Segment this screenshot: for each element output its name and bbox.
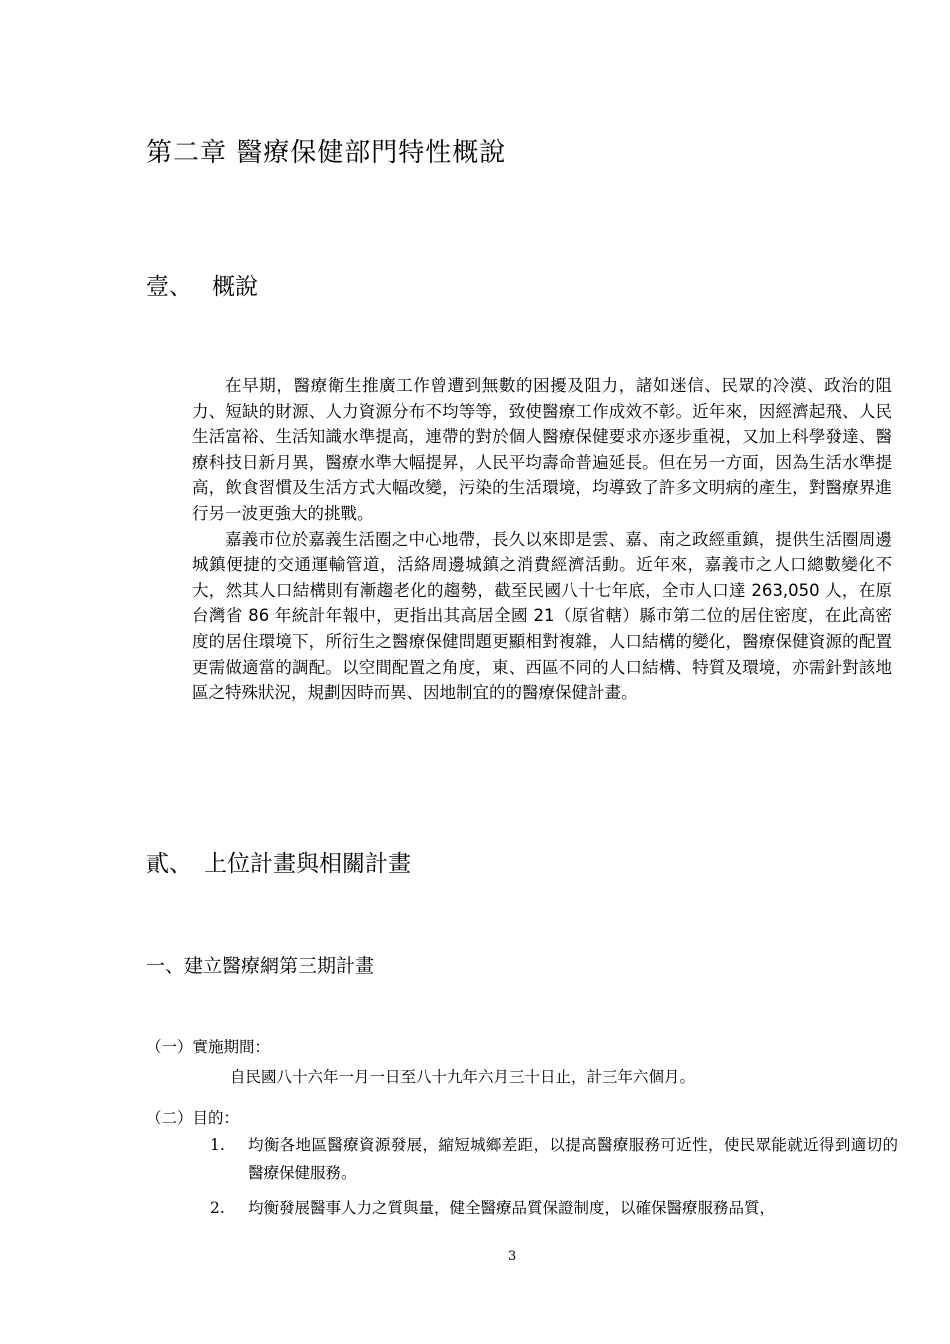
section-title: 概說	[212, 274, 258, 300]
section-heading-overview	[146, 268, 258, 301]
list-text: 均衡各地區醫療資源發展，縮短城鄉差距，以提高醫療服務可近性，使民眾能就近得到適切的醫療保健服務。	[248, 1136, 898, 1182]
chapter-title: 第二章 醫療保健部門特性概說	[146, 138, 507, 168]
item-body: 自民國八十六年一月一日至八十九年六月三十日止，計三年六個月。	[230, 1068, 696, 1086]
page-number: 3	[508, 1249, 517, 1264]
list-number: 1.	[210, 1136, 225, 1154]
section-number: 貳、	[146, 851, 192, 877]
section-heading-plans	[146, 845, 411, 878]
section-title: 上位計畫與相關計畫	[204, 851, 411, 877]
item-label: （一）實施期間：	[146, 1038, 271, 1056]
item-label: （二）目的：	[146, 1109, 240, 1127]
paragraph: 嘉義市位於嘉義生活圈之中心地帶，長久以來即是雲、嘉、南之政經重鎮，提供生活圈周邊城鎮便捷的交通運輸管道，活絡周邊城鎮之消費經濟活動。近年來，嘉義市之人口總數變化不大，然其人口結構則有漸趨老化的趨勢，截至民國八十七年底，全市人口達 263,050 人，在原台灣省 86 年統計年報中，更指出其高居全國 21（原省轄）縣市第二位的居住密度，在此高密度的居住環境下，所衍生之醫療保健問題更顯相對複雜，人口結構的變化，醫療保健資源的配置更需做適當的調配。以空間配置之角度，東、西區不同的人口結構、特質及環境，亦需針對該地區之特殊狀況，規劃因時而異、因地制宜的的醫療保健計畫。	[192, 529, 892, 703]
section-number: 壹、	[146, 274, 192, 300]
list-text: 均衡發展醫事人力之質與量，健全醫療品質保證制度，以確保醫療服務品質，	[248, 1199, 776, 1217]
paragraph: 在早期，醫療衛生推廣工作曾遭到無數的困擾及阻力，諸如迷信、民眾的冷漠、政治的阻力、短缺的財源、人力資源分布不均等等，致使醫療工作成效不彰。近年來，因經濟起飛、人民生活富裕、生活知識水準提高，連帶的對於個人醫療保健要求亦逐步重視，又加上科學發達、醫療科技日新月異，醫療水準大幅提昇，人民平均壽命普遍延長。但在另一方面，因為生活水準提高，飲食習慣及生活方式大幅改變，污染的生活環境，均導致了許多文明病的產生，對醫療界進行另一波更強大的挑戰。	[192, 376, 892, 523]
list-number: 2.	[210, 1199, 225, 1217]
overview-body	[192, 373, 892, 706]
subsection-title: 一、建立醫療網第三期計畫	[146, 955, 375, 977]
